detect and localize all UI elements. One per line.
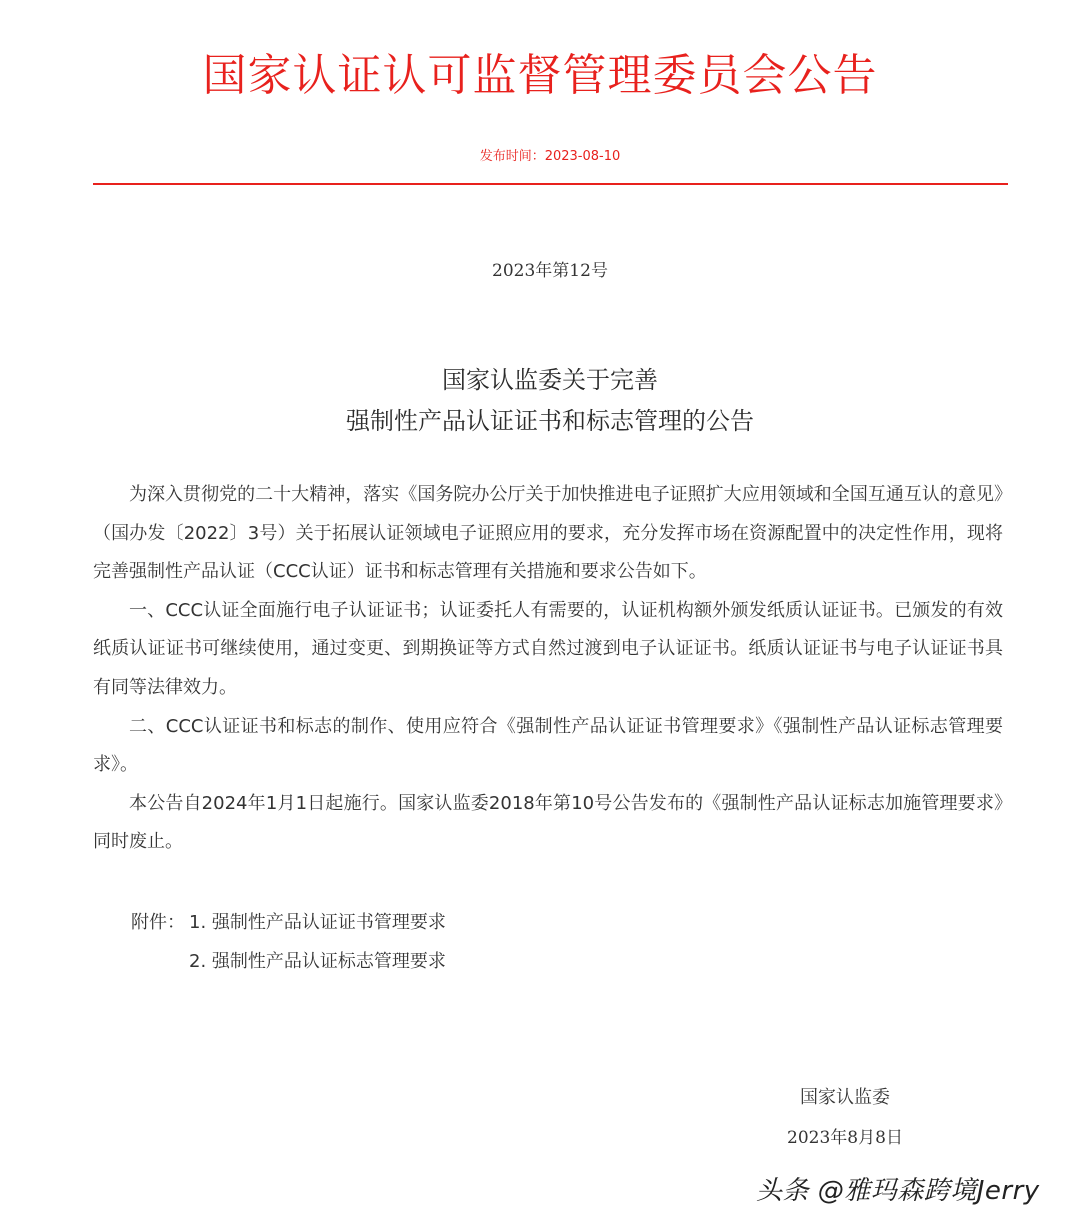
attachments-label: 附件：	[131, 912, 185, 933]
body-paragraph: 为深入贯彻党的二十大精神，落实《国务院办公厅关于加快推进电子证照扩大应用领域和全国互通互认的意见》（国办发〔2022〕3号）关于拓展认证领域电子证照应用的要求，充分发挥市场在资源配置中的决定性作用，现将完善强制性产品认证（CCC认证）证书和标志管理有关措施和要求公告如下。	[93, 484, 1003, 583]
body-paragraph: 一、CCC认证全面施行电子认证证书；认证委托人有需要的，认证机构额外颁发纸质认证证书。已颁发的有效纸质认证证书可继续使用，通过变更、到期换证等方式自然过渡到电子认证证书。纸质认证证书与电子认证证书具有同等法律效力。	[93, 599, 1003, 698]
announcement-title-line-1: 国家认监委关于完善	[442, 366, 658, 394]
publish-time-value: 2023-08-10	[544, 149, 621, 164]
publish-time-label: 发布时间：	[479, 149, 545, 164]
header-divider	[93, 183, 1008, 185]
signature-date: 2023年8月8日	[787, 1128, 903, 1148]
signature-org: 国家认监委	[800, 1087, 890, 1108]
attachments	[131, 903, 446, 981]
body-paragraph: 二、CCC认证证书和标志的制作、使用应符合《强制性产品认证证书管理要求》《强制性产品认证标志管理要求》。	[93, 715, 1003, 776]
attachment-link-1[interactable]: 1. 强制性产品认证证书管理要求	[189, 912, 446, 933]
announcement-body	[93, 476, 1003, 862]
watermark: 头条 @雅玛森跨境Jerry	[756, 1176, 1040, 1206]
document-number: 2023年第12号	[492, 261, 608, 281]
publish-time	[0, 148, 1080, 166]
announcement-title	[0, 360, 1080, 442]
announcement-title-line-2: 强制性产品认证证书和标志管理的公告	[346, 407, 754, 435]
attachment-link-2[interactable]: 2. 强制性产品认证标志管理要求	[189, 951, 446, 972]
page-title: 国家认证认可监督管理委员会公告	[202, 50, 878, 101]
body-paragraph: 本公告自2024年1月1日起施行。国家认监委2018年第10号公告发布的《强制性产品认证标志加施管理要求》同时废止。	[93, 792, 1003, 853]
signature-block	[770, 1078, 920, 1158]
